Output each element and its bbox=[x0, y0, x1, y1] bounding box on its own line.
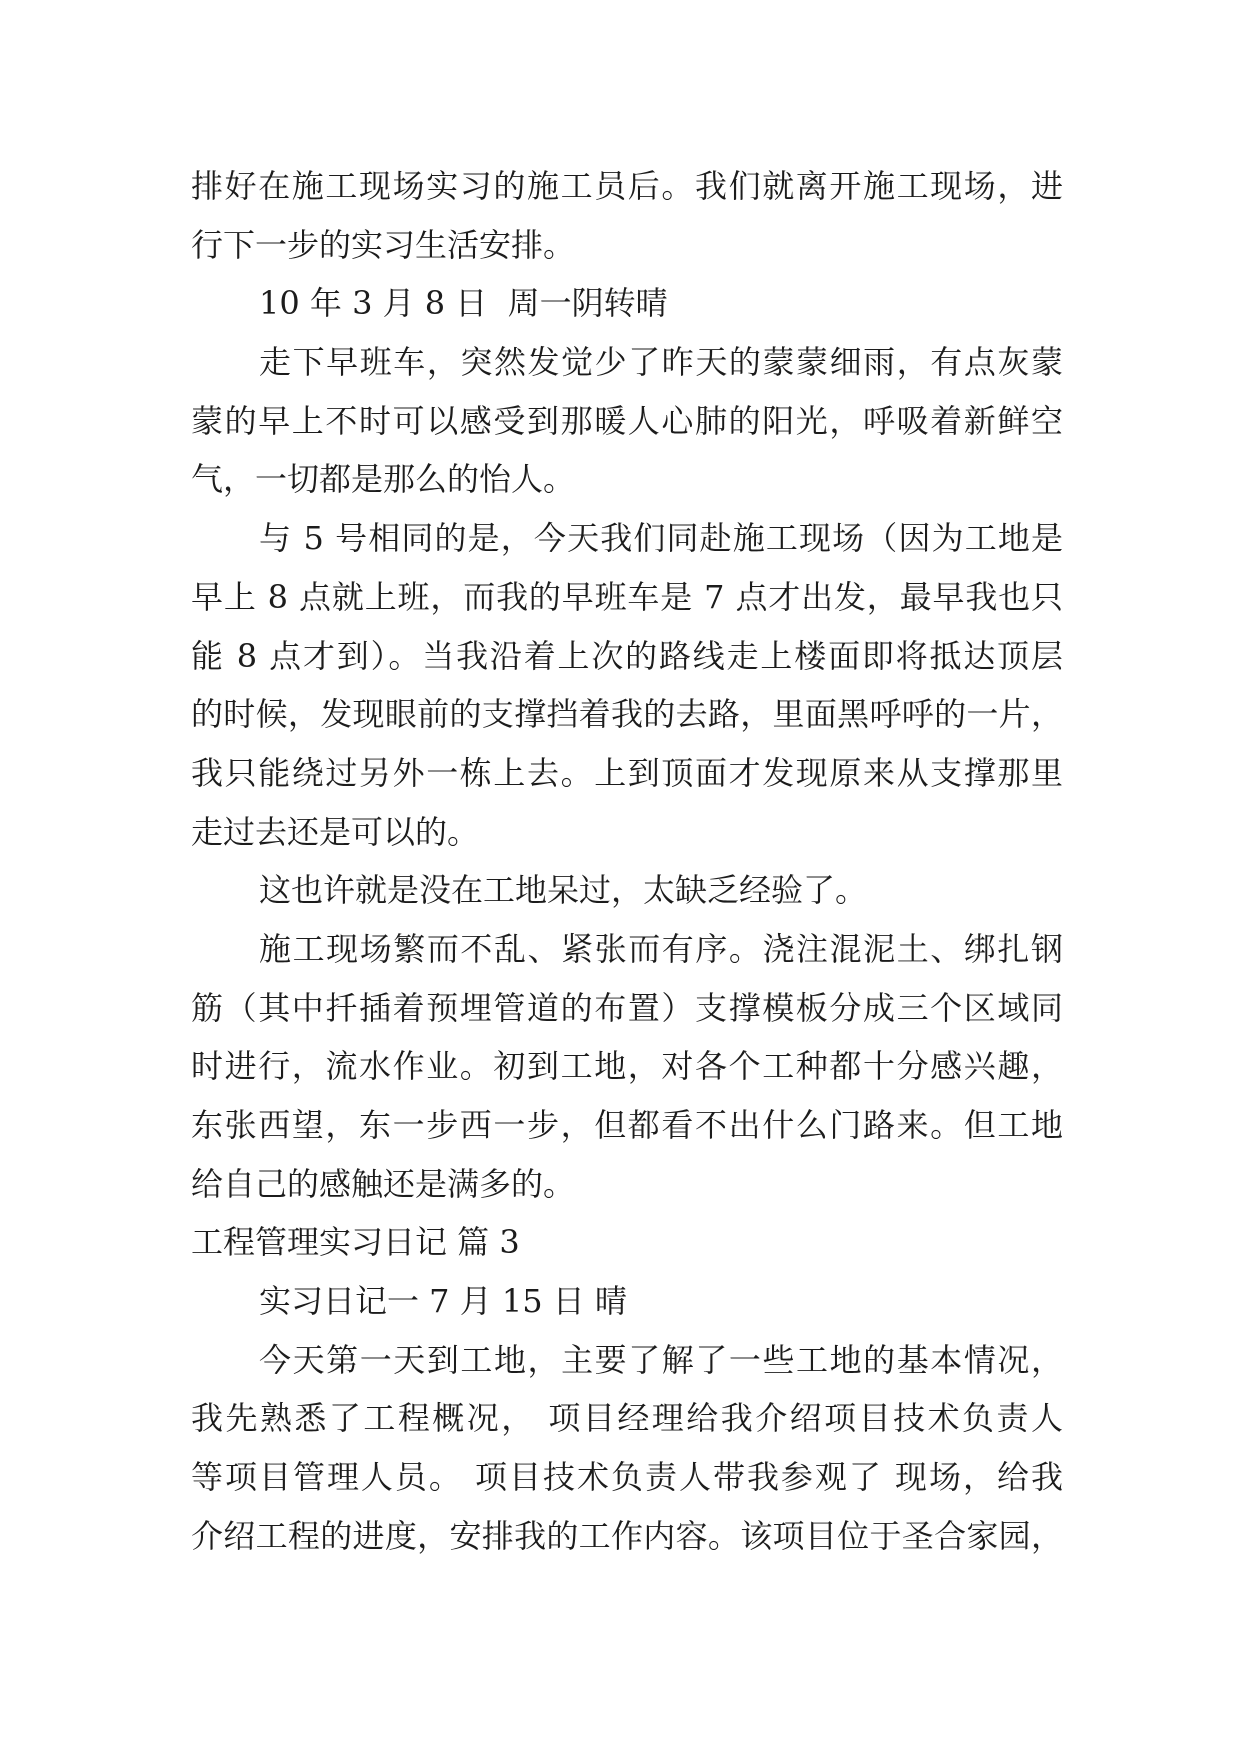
paragraph bbox=[191, 157, 1063, 274]
paragraph bbox=[191, 509, 1063, 861]
text-line: 等项目管理人员。 项目技术负责人带我参观了 现场，给我 bbox=[191, 1458, 1063, 1497]
text-line: 我只能绕过另外一栋上去。上到顶面才发现原来从支撑那里 bbox=[191, 753, 1063, 792]
text-line: 行下一步的实习生活安排。 bbox=[191, 225, 576, 264]
text-line: 能 8 点才到）。当我沿着上次的路线走上楼面即将抵达顶层 bbox=[191, 636, 1063, 675]
paragraph bbox=[191, 1272, 1063, 1331]
text-line: 东张西望，东一步西一步，但都看不出什么门路来。但工地 bbox=[191, 1106, 1063, 1144]
heading-text: 工程管理实习日记 篇 3 bbox=[191, 1223, 520, 1262]
paragraph bbox=[191, 274, 1063, 333]
text-line: 的时候，发现眼前的支撑挡着我的去路，里面黑呼呼的一片， bbox=[191, 695, 1063, 734]
paragraph bbox=[191, 920, 1063, 1213]
text-line: 筋（其中扦插着预埋管道的布置）支撑模板分成三个区域同 bbox=[191, 988, 1063, 1027]
text-line: 蒙的早上不时可以感受到那暖人心肺的阳光，呼吸着新鲜空 bbox=[191, 401, 1063, 440]
paragraph bbox=[191, 333, 1063, 509]
text-line: 时进行，流水作业。初到工地，对各个工种都十分感兴趣， bbox=[191, 1047, 1063, 1086]
text-line: 10 年 3 月 8 日 周一阴转晴 bbox=[259, 284, 668, 323]
text-line: 这也许就是没在工地呆过，太缺乏经验了。 bbox=[259, 871, 868, 910]
text-line: 施工现场繁而不乱、紧张而有序。浇注混泥土、绑扎钢 bbox=[259, 929, 1063, 968]
text-line: 今天第一天到工地，主要了解了一些工地的基本情况， bbox=[259, 1340, 1063, 1379]
text-line: 走下早班车，突然发觉少了昨天的蒙蒙细雨，有点灰蒙 bbox=[259, 343, 1063, 382]
text-line: 气，一切都是那么的怡人。 bbox=[191, 460, 576, 499]
text-line: 与 5 号相同的是，今天我们同赴施工现场（因为工地是 bbox=[259, 519, 1063, 558]
text-line: 给自己的感触还是满多的。 bbox=[191, 1164, 576, 1203]
paragraph bbox=[191, 1331, 1063, 1566]
text-line: 介绍工程的进度，安排我的工作内容。该项目位于圣合家园， bbox=[191, 1516, 1063, 1555]
section-heading bbox=[191, 1213, 1063, 1272]
text-line: 排好在施工现场实习的施工员后。我们就离开施工现场，进 bbox=[191, 167, 1063, 205]
paragraph bbox=[191, 861, 1063, 920]
text-line: 早上 8 点就上班，而我的早班车是 7 点才出发，最早我也只 bbox=[191, 577, 1063, 616]
document-body bbox=[191, 157, 1063, 1566]
text-line: 实习日记一 7 月 15 日 晴 bbox=[259, 1282, 627, 1321]
text-line: 走过去还是可以的。 bbox=[191, 812, 480, 851]
text-line: 我先熟悉了工程概况， 项目经理给我介绍项目技术负责人 bbox=[191, 1399, 1063, 1438]
